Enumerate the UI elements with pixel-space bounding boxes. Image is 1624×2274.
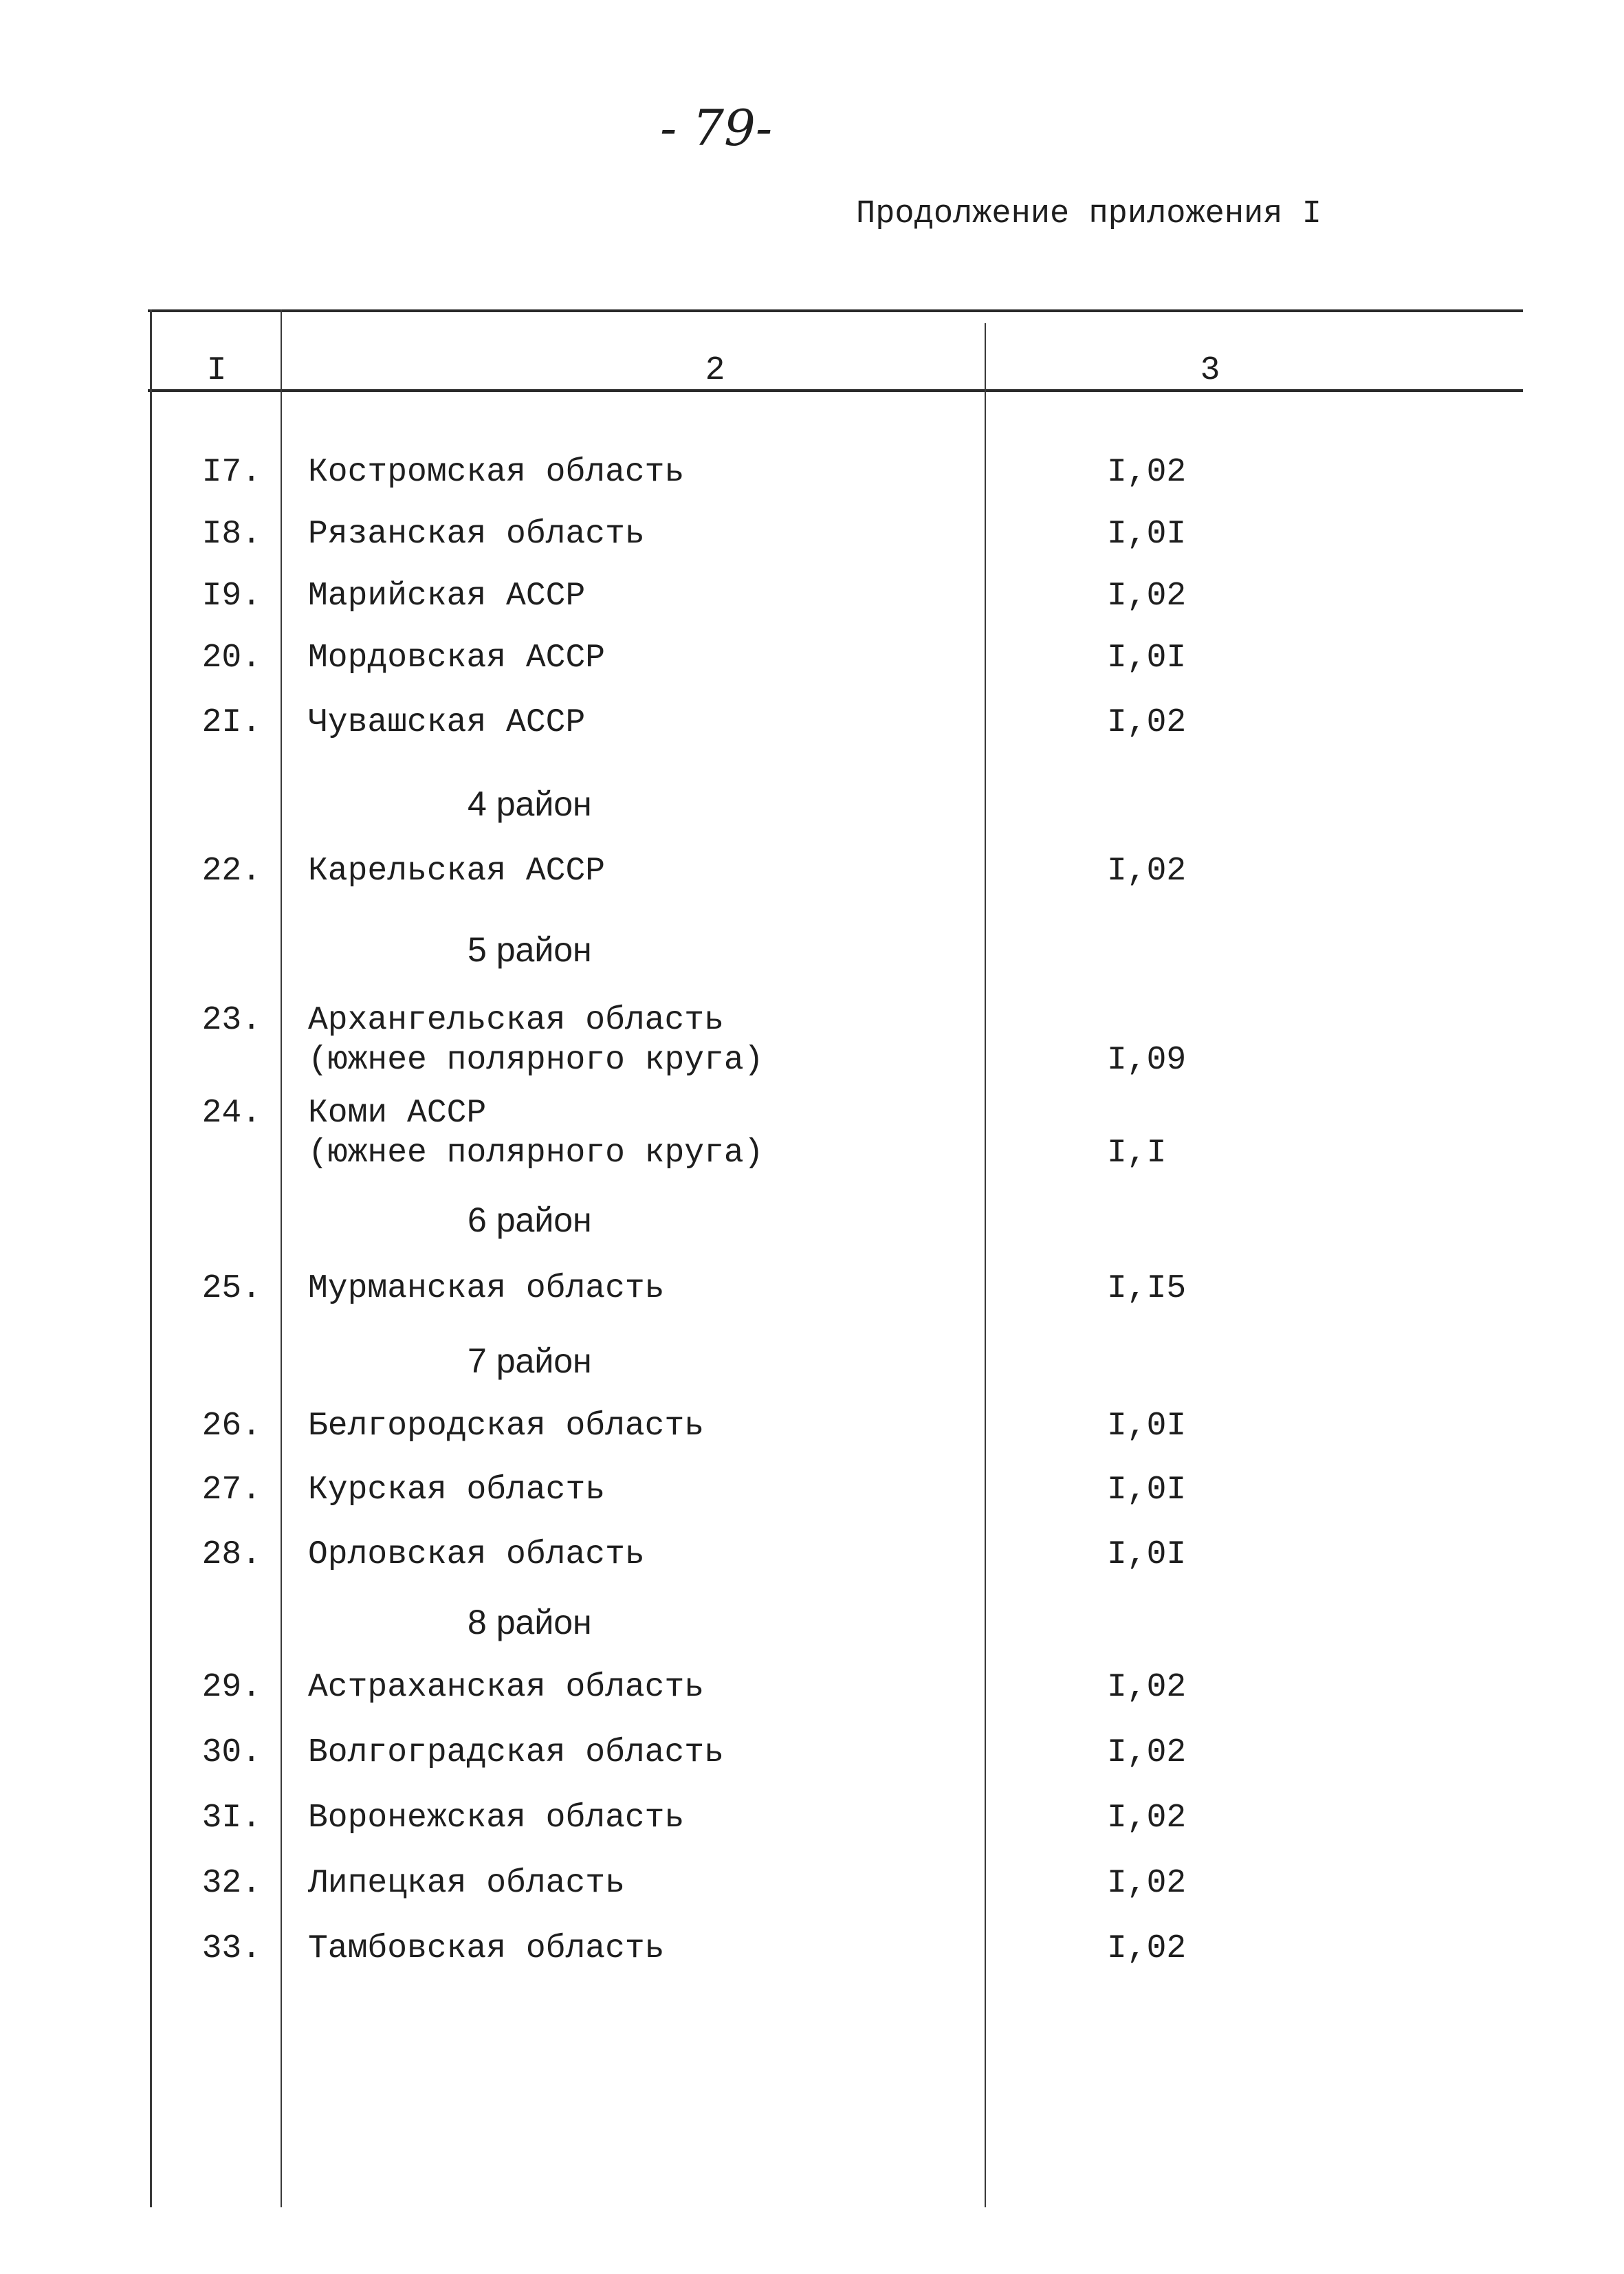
table-row	[0, 1001, 1624, 1079]
coefficient-value: I,02	[1107, 853, 1187, 890]
region-name: Курская область	[308, 1472, 606, 1509]
column-header-2: 2	[705, 352, 725, 389]
row-number: 25.	[201, 1270, 261, 1307]
region-name: Рязанская область	[308, 516, 645, 553]
region-name: Астраханская область	[308, 1669, 705, 1706]
table-row	[0, 1470, 1624, 1532]
table-row	[0, 638, 1624, 700]
coefficient-value: I,0I	[1107, 1536, 1187, 1573]
row-number: 23.	[201, 1002, 261, 1039]
row-number: 33.	[201, 1930, 261, 1967]
row-number: 27.	[201, 1472, 261, 1509]
coefficient-value: I,0I	[1107, 1472, 1187, 1509]
coefficient-value: I,0I	[1107, 516, 1187, 553]
region-name: Орловская область	[308, 1536, 645, 1573]
coefficient-value: I,09	[1107, 1042, 1187, 1079]
coefficient-value: I,I	[1107, 1135, 1167, 1172]
coefficient-value: I,02	[1107, 1800, 1187, 1837]
table-row	[0, 851, 1624, 913]
region-name: Мордовская АССР	[308, 639, 606, 677]
table-row	[0, 1929, 1624, 1991]
coefficient-value: I,I5	[1107, 1270, 1187, 1307]
region-name: Костромская область	[308, 454, 685, 491]
region-name: Мурманская область	[308, 1270, 665, 1307]
region-name: Чувашская АССР	[308, 704, 586, 741]
table-row	[0, 1269, 1624, 1331]
table-row	[0, 1406, 1624, 1468]
table-row	[0, 1863, 1624, 1925]
table-row	[0, 452, 1624, 514]
table-row	[0, 703, 1624, 765]
section-label: 5 район	[468, 930, 592, 969]
coefficient-value: I,02	[1107, 1669, 1187, 1706]
row-number: 22.	[201, 853, 261, 890]
table-row	[0, 1798, 1624, 1860]
section-label: 6 район	[468, 1201, 592, 1239]
coefficient-value: I,02	[1107, 1734, 1187, 1771]
section-label: 7 район	[468, 1342, 592, 1380]
row-number: 29.	[201, 1669, 261, 1706]
table-row	[0, 1668, 1624, 1729]
region-name: Воронежская область	[308, 1800, 685, 1837]
row-number: 32.	[201, 1865, 261, 1902]
column-header-1: I	[206, 352, 227, 389]
row-number: 30.	[201, 1734, 261, 1771]
page-number: - 79-	[660, 99, 773, 157]
row-number: I7.	[201, 454, 261, 491]
coefficient-value: I,02	[1107, 1865, 1187, 1902]
region-name: Липецкая область	[308, 1865, 625, 1902]
section-row	[0, 1341, 1624, 1403]
table-row	[0, 1535, 1624, 1597]
region-name: Волгоградская область	[308, 1734, 724, 1771]
section-row	[0, 930, 1624, 992]
region-name: Белгородская область	[308, 1408, 705, 1445]
region-name: Тамбовская область	[308, 1930, 665, 1967]
coefficient-value: I,02	[1107, 1930, 1187, 1967]
row-number: 2I.	[201, 704, 261, 741]
continuation-title: Продолжение приложения I	[856, 196, 1321, 232]
row-number: I9.	[201, 578, 261, 615]
region-name: Марийская АССР	[308, 578, 586, 615]
region-name: Коми АССР (южнее полярного круга)	[308, 1095, 764, 1172]
region-name: Карельская АССР	[308, 853, 606, 890]
section-label: 4 район	[468, 785, 592, 823]
row-number: 20.	[201, 639, 261, 677]
table-row	[0, 1093, 1624, 1172]
coefficient-value: I,02	[1107, 704, 1187, 741]
table-row	[0, 514, 1624, 576]
coefficient-value: I,02	[1107, 454, 1187, 491]
table-row	[0, 576, 1624, 638]
section-row	[0, 1200, 1624, 1262]
row-number: 26.	[201, 1408, 261, 1445]
region-name: Архангельская область (южнее полярного круга)	[308, 1002, 764, 1079]
table-row	[0, 1733, 1624, 1795]
row-number: 24.	[201, 1095, 261, 1132]
column-header-3: 3	[1200, 352, 1220, 389]
section-row	[0, 784, 1624, 846]
row-number: 28.	[201, 1536, 261, 1573]
section-row	[0, 1602, 1624, 1664]
row-number: I8.	[201, 516, 261, 553]
coefficient-value: I,0I	[1107, 1408, 1187, 1445]
coefficient-value: I,0I	[1107, 639, 1187, 677]
row-number: 3I.	[201, 1800, 261, 1837]
section-label: 8 район	[468, 1603, 592, 1641]
coefficient-value: I,02	[1107, 578, 1187, 615]
